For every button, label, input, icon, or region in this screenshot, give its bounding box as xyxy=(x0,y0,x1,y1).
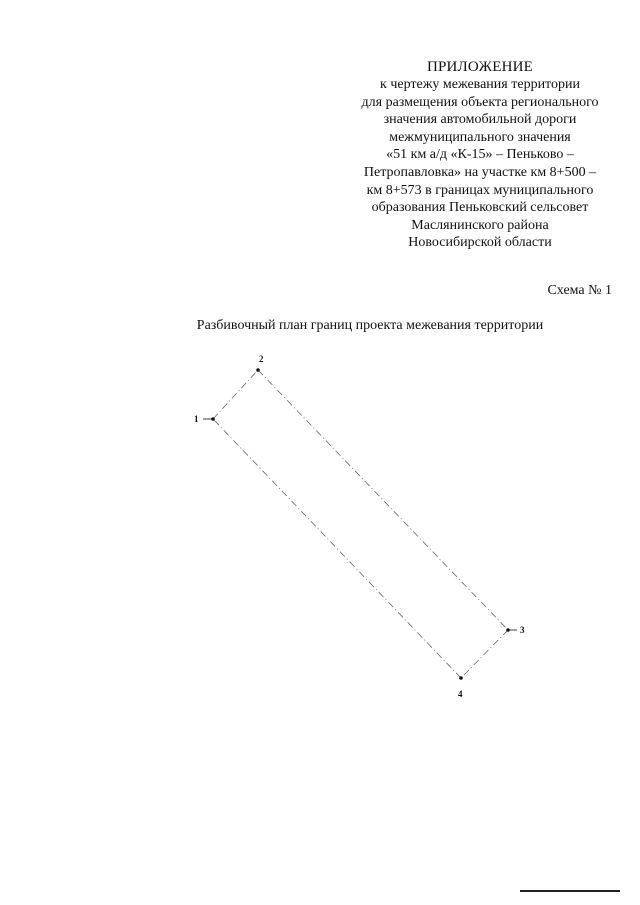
boundary-point-1 xyxy=(211,417,215,421)
footer-rule xyxy=(520,890,620,892)
appendix-line: значения автомобильной дороги xyxy=(383,112,577,128)
plan-title: Разбивочный план границ проекта межевания территории xyxy=(196,318,544,333)
appendix-line: межмуниципального значения xyxy=(389,129,571,145)
appendix-line: км 8+573 в границах муниципального xyxy=(366,182,594,198)
appendix-line: Петропавловка» на участке км 8+500 – xyxy=(363,164,597,180)
boundary-point-4 xyxy=(459,676,463,680)
appendix-title: ПРИЛОЖЕНИЕ xyxy=(426,59,534,75)
appendix-line: для размещения объекта регионального xyxy=(361,94,599,110)
boundary-edge-3-4 xyxy=(461,630,508,678)
boundary-edge-2-3 xyxy=(258,370,508,630)
appendix-line: Новосибирской области xyxy=(408,235,552,251)
boundary-edge-4-1 xyxy=(213,419,461,678)
appendix-line: образования Пеньковский сельсовет xyxy=(371,200,589,216)
boundary-edge-1-2 xyxy=(213,370,258,419)
appendix-line: «51 км а/д «К-15» – Пеньково – xyxy=(386,147,574,163)
appendix-line: к чертежу межевания территории xyxy=(380,77,580,92)
point-label-2: 2 xyxy=(259,354,264,364)
point-label-4: 4 xyxy=(458,689,463,699)
boundary-point-2 xyxy=(256,368,260,372)
point-label-1: 1 xyxy=(194,414,199,424)
point-label-3: 3 xyxy=(520,625,525,635)
appendix-line: Маслянинского района xyxy=(411,217,549,233)
boundary-point-3 xyxy=(506,628,510,632)
scheme-number: Схема № 1 xyxy=(547,283,612,298)
